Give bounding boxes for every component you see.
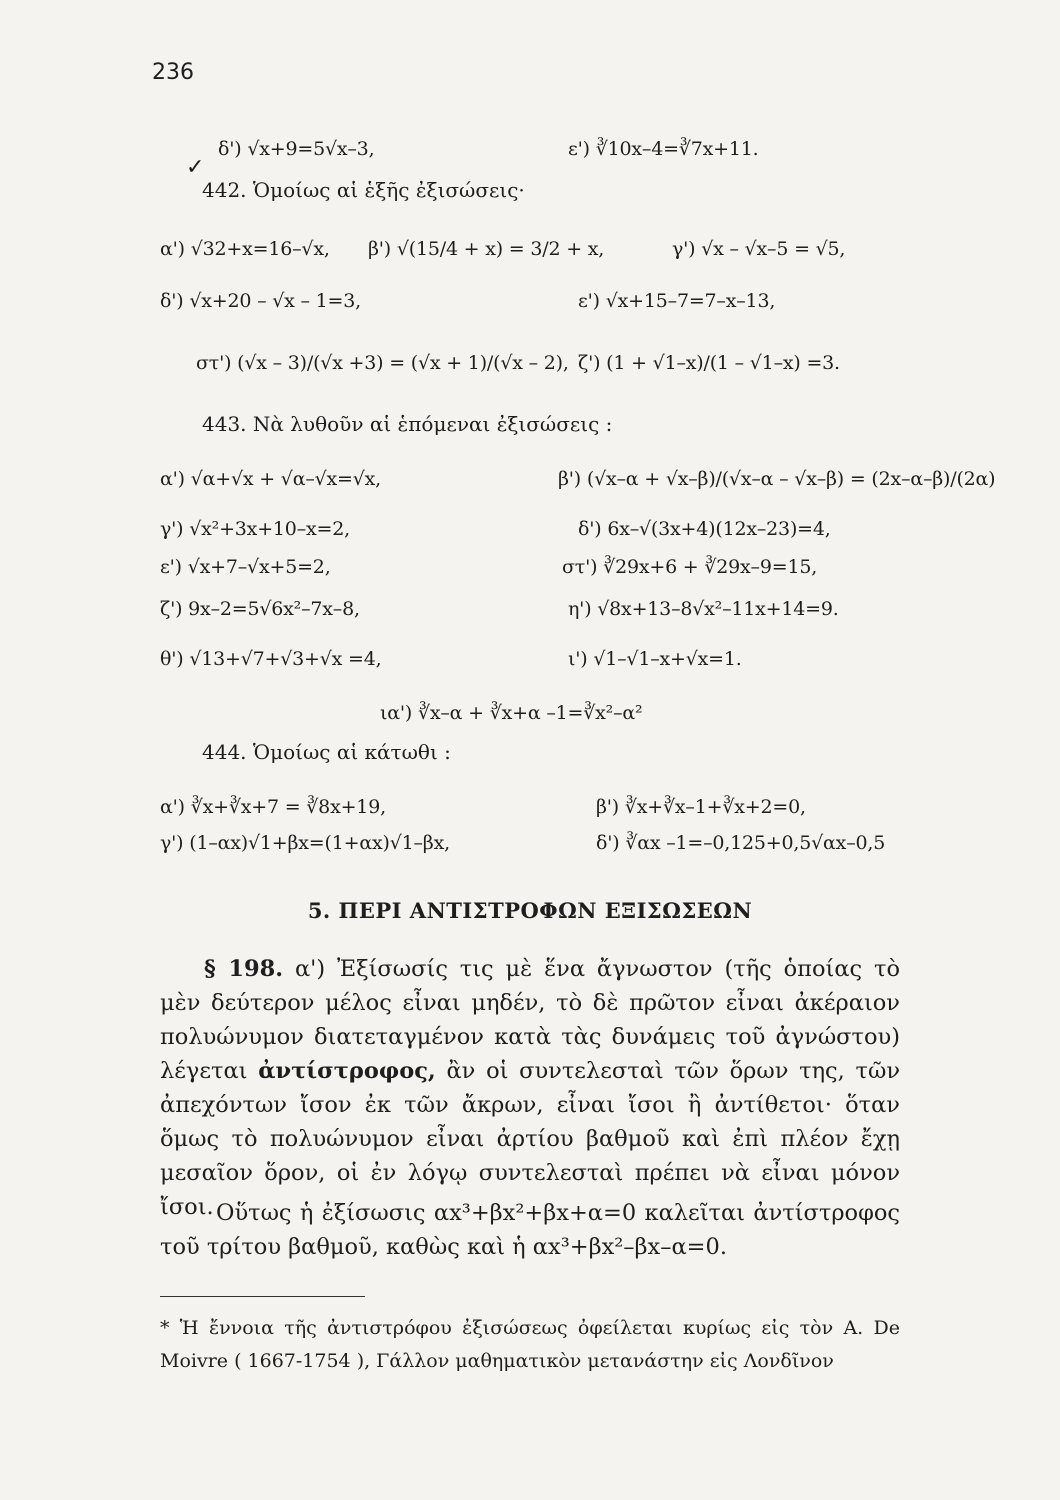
ex442-epsilon: ε') √x+15–7=7–x–13, <box>578 290 776 312</box>
ex443-gamma: γ') √x²+3x+10–x=2, <box>160 518 350 540</box>
ex442-zeta: ζ') (1 + √1–x)/(1 – √1–x) =3. <box>578 352 840 374</box>
paragraph-198 <box>160 952 900 1224</box>
page-number: 236 <box>152 60 194 85</box>
ex443-zeta: ζ') 9x–2=5√6x²–7x–8, <box>160 598 360 620</box>
ex442-st: στ') (√x – 3)/(√x +3) = (√x + 1)/(√x – 2), <box>196 352 569 374</box>
ex443-ia: ια') ∛x–α + ∛x+α –1=∛x²–α² <box>380 702 643 724</box>
ex441-epsilon: ε') ∛10x–4=∛7x+11. <box>568 138 759 160</box>
ex441-delta: δ') √x+9=5√x–3, <box>218 138 375 160</box>
ex444-delta: δ') ∛αx –1=–0,125+0,5√αx–0,5 <box>596 832 886 854</box>
ex442-delta: δ') √x+20 – √x – 1=3, <box>160 290 361 312</box>
footnote: * Ἡ ἔννοια τῆς ἀντιστρόφου ἐξισώσεως ὀφείλεται κυρίως εἰς τὸν A. De Moivre ( 1667-1754 ), Γάλλον μαθηματικὸν μετανάστην εἰς Λονδῖνον <box>160 1317 900 1372</box>
paragraph-example: Οὕτως ἡ ἐξίσωσις αx³+βx²+βx+α=0 καλεῖται ἀντίστροφος τοῦ τρίτου βαθμοῦ, καθὼς καὶ ἡ αx³+βx²–βx–α=0. <box>160 1200 900 1260</box>
ex443-iota: ι') √1–√1–x+√x=1. <box>568 648 742 670</box>
term-antistrofos: ἀντίστροφος, <box>258 1058 436 1084</box>
ex444-gamma: γ') (1–αx)√1+βx=(1+αx)√1–βx, <box>160 832 450 854</box>
ex442-alpha: α') √32+x=16–√x, <box>160 238 330 260</box>
ex443-title: 443. Νὰ λυθοῦν αἱ ἑπόμεναι ἐξισώσεις : <box>202 412 613 436</box>
ex443-theta: θ') √13+√7+√3+√x =4, <box>160 648 382 670</box>
footnote-divider <box>160 1296 365 1297</box>
pencil-check-mark: ✓ <box>186 155 205 180</box>
ex444-beta: β') ∛x+∛x–1+∛x+2=0, <box>596 796 806 818</box>
section-mark: § 198. <box>204 956 284 982</box>
para1-text-b: ἂν οἱ συντελεσταὶ τῶν ὅρων της, τῶν ἀπεχόντων ἴσον ἐκ τῶν ἄκρων, εἶναι ἴσοι ἢ ἀντίθετοι· ὅταν ὅμως τὸ πολυώνυμον εἶναι ἀρτίου βαθμοῦ καὶ ἐπὶ πλέον ἔχῃ μεσαῖον ὅρον, οἱ ἐν λόγῳ συντελεσταὶ πρέπει νὰ εἶναι μόνον ἴσοι. <box>160 1058 900 1220</box>
ex443-alpha: α') √α+√x + √α–√x=√x, <box>160 468 382 490</box>
ex442-beta: β') √(15/4 + x) = 3/2 + x, <box>368 238 605 260</box>
section-heading: 5. ΠΕΡΙ ΑΝΤΙΣΤΡΟΦΩΝ ΕΞΙΣΩΣΕΩΝ <box>307 898 753 923</box>
ex443-eta: η') √8x+13–8√x²–11x+14=9. <box>568 598 839 620</box>
ex442-title: 442. Ὁμοίως αἱ ἑξῆς ἐξισώσεις· <box>202 178 525 202</box>
ex443-st: στ') ∛29x+6 + ∛29x–9=15, <box>562 556 818 578</box>
ex443-delta: δ') 6x–√(3x+4)(12x–23)=4, <box>578 518 831 540</box>
ex442-gamma: γ') √x – √x–5 = √5, <box>672 238 846 260</box>
ex443-epsilon: ε') √x+7–√x+5=2, <box>160 556 331 578</box>
ex443-beta: β') (√x–α + √x–β)/(√x–α – √x–β) = (2x–α–β)/(2α) <box>558 468 996 490</box>
para1-text-a: α') Ἐξίσωσίς τις μὲ ἕνα ἄγνωστον (τῆς ὁποίας τὸ μὲν δεύτερον μέλος εἶναι μηδέν, τὸ δὲ πρῶτον εἶναι ἀκέραιον πολυώνυμον διατεταγμένον κατὰ τὰς δυνάμεις τοῦ ἀγνώστου) λέγεται <box>160 956 900 1084</box>
ex444-title: 444. Ὁμοίως αἱ κάτωθι : <box>202 740 451 764</box>
ex444-alpha: α') ∛x+∛x+7 = ∛8x+19, <box>160 796 386 818</box>
